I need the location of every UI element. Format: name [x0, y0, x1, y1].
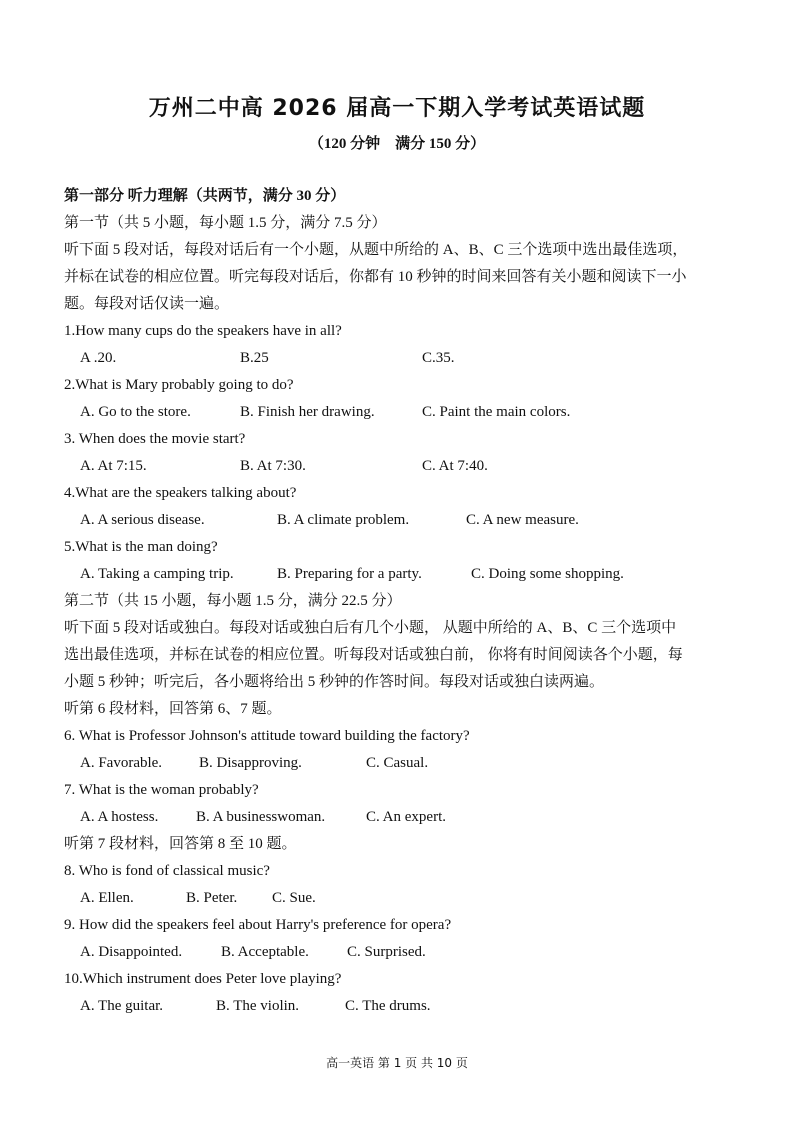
question-options [64, 885, 744, 912]
section2-instructions-line: 听下面 5 段对话或独白。每段对话或独白后有几个小题， 从题中所给的 A、B、C 三个选项中 [64, 620, 677, 636]
option-b: B. Preparing for a party. [277, 566, 422, 582]
option-a: A. Ellen. [80, 890, 134, 906]
option-b: B. Peter. [186, 890, 238, 906]
section1-instructions-line: 题。每段对话仅读一遍。 [64, 296, 230, 312]
question-options [64, 804, 744, 831]
exam-title: 万州二中高 2026 届高一下期入学考试英语试题 [148, 96, 646, 121]
question-text: 6. What is Professor Johnson's attitude toward building the factory? [64, 728, 470, 744]
option-b: B. Disapproving. [199, 755, 302, 771]
part1-heading: 第一部分 听力理解（共两节，满分 30 分） [64, 188, 346, 204]
exam-subtitle: （120 分钟 满分 150 分） [308, 136, 486, 152]
question-text: 5.What is the man doing? [64, 539, 218, 555]
question-text: 3. When does the movie start? [64, 431, 246, 447]
option-b: B. A businesswoman. [196, 809, 326, 825]
question-options [64, 453, 744, 480]
option-b: B. Finish her drawing. [240, 404, 375, 420]
page-footer: 高一英语 第 1 页 共 10 页 [326, 1056, 468, 1070]
material-7-instruction: 听第 7 段材料，回答第 8 至 10 题。 [64, 836, 297, 852]
option-a: A. Go to the store. [80, 404, 191, 420]
option-c: C. At 7:40. [422, 458, 488, 474]
exam-content [64, 183, 744, 1020]
option-a: A. A hostess. [80, 809, 159, 825]
section1-heading: 第一节（共 5 小题，每小题 1.5 分，满分 7.5 分） [64, 215, 387, 231]
option-a: A. A serious disease. [80, 512, 205, 528]
question-text: 8. Who is fond of classical music? [64, 863, 270, 879]
option-c: C. Paint the main colors. [422, 404, 571, 420]
question-options [64, 561, 744, 588]
section1-instructions-line: 听下面 5 段对话，每段对话后有一个小题，从题中所给的 A、B、C 三个选项中选出最佳选项， [64, 242, 688, 258]
question-options [64, 345, 744, 372]
option-a: A. Disappointed. [80, 944, 183, 960]
question-options [64, 507, 744, 534]
question-options [64, 939, 744, 966]
option-a: A. At 7:15. [80, 458, 147, 474]
option-c: C. The drums. [345, 998, 431, 1014]
option-a: A. Favorable. [80, 755, 163, 771]
question-text: 10.Which instrument does Peter love playing? [64, 971, 342, 987]
question-options [64, 399, 744, 426]
option-a: A. The guitar. [80, 998, 164, 1014]
option-c: C. Surprised. [347, 944, 426, 960]
option-b: B. A climate problem. [277, 512, 410, 528]
option-c: C. A new measure. [466, 512, 579, 528]
option-b: B. Acceptable. [221, 944, 309, 960]
option-b: B. The violin. [216, 998, 300, 1014]
section2-instructions-line: 小题 5 秒钟；听完后，各小题将给出 5 秒钟的作答时间。每段对话或独白读两遍。 [64, 674, 605, 690]
option-c: C.35. [422, 350, 455, 366]
question-text: 9. How did the speakers feel about Harry's preference for opera? [64, 917, 452, 933]
section2-instructions-line: 选出最佳选项，并标在试卷的相应位置。听每段对话或独白前， 你将有时间阅读各个小题，每 [64, 647, 683, 663]
question-text: 2.What is Mary probably going to do? [64, 377, 294, 393]
option-b: B. At 7:30. [240, 458, 306, 474]
option-c: C. Doing some shopping. [471, 566, 624, 582]
option-a: A. Taking a camping trip. [80, 566, 234, 582]
option-c: C. Casual. [366, 755, 429, 771]
question-options [64, 750, 744, 777]
question-text: 4.What are the speakers talking about? [64, 485, 297, 501]
section2-heading: 第二节（共 15 小题，每小题 1.5 分，满分 22.5 分） [64, 593, 402, 609]
option-c: C. An expert. [366, 809, 446, 825]
option-a: A .20. [80, 350, 117, 366]
option-c: C. Sue. [272, 890, 316, 906]
section1-instructions-line: 并标在试卷的相应位置。听完每段对话后，你都有 10 秒钟的时间来回答有关小题和阅读下一小 [64, 269, 687, 285]
option-b: B.25 [240, 350, 269, 366]
question-text: 1.How many cups do the speakers have in all? [64, 323, 342, 339]
material-6-instruction: 听第 6 段材料，回答第 6、7 题。 [64, 701, 282, 717]
question-options [64, 993, 744, 1020]
question-text: 7. What is the woman probably? [64, 782, 259, 798]
